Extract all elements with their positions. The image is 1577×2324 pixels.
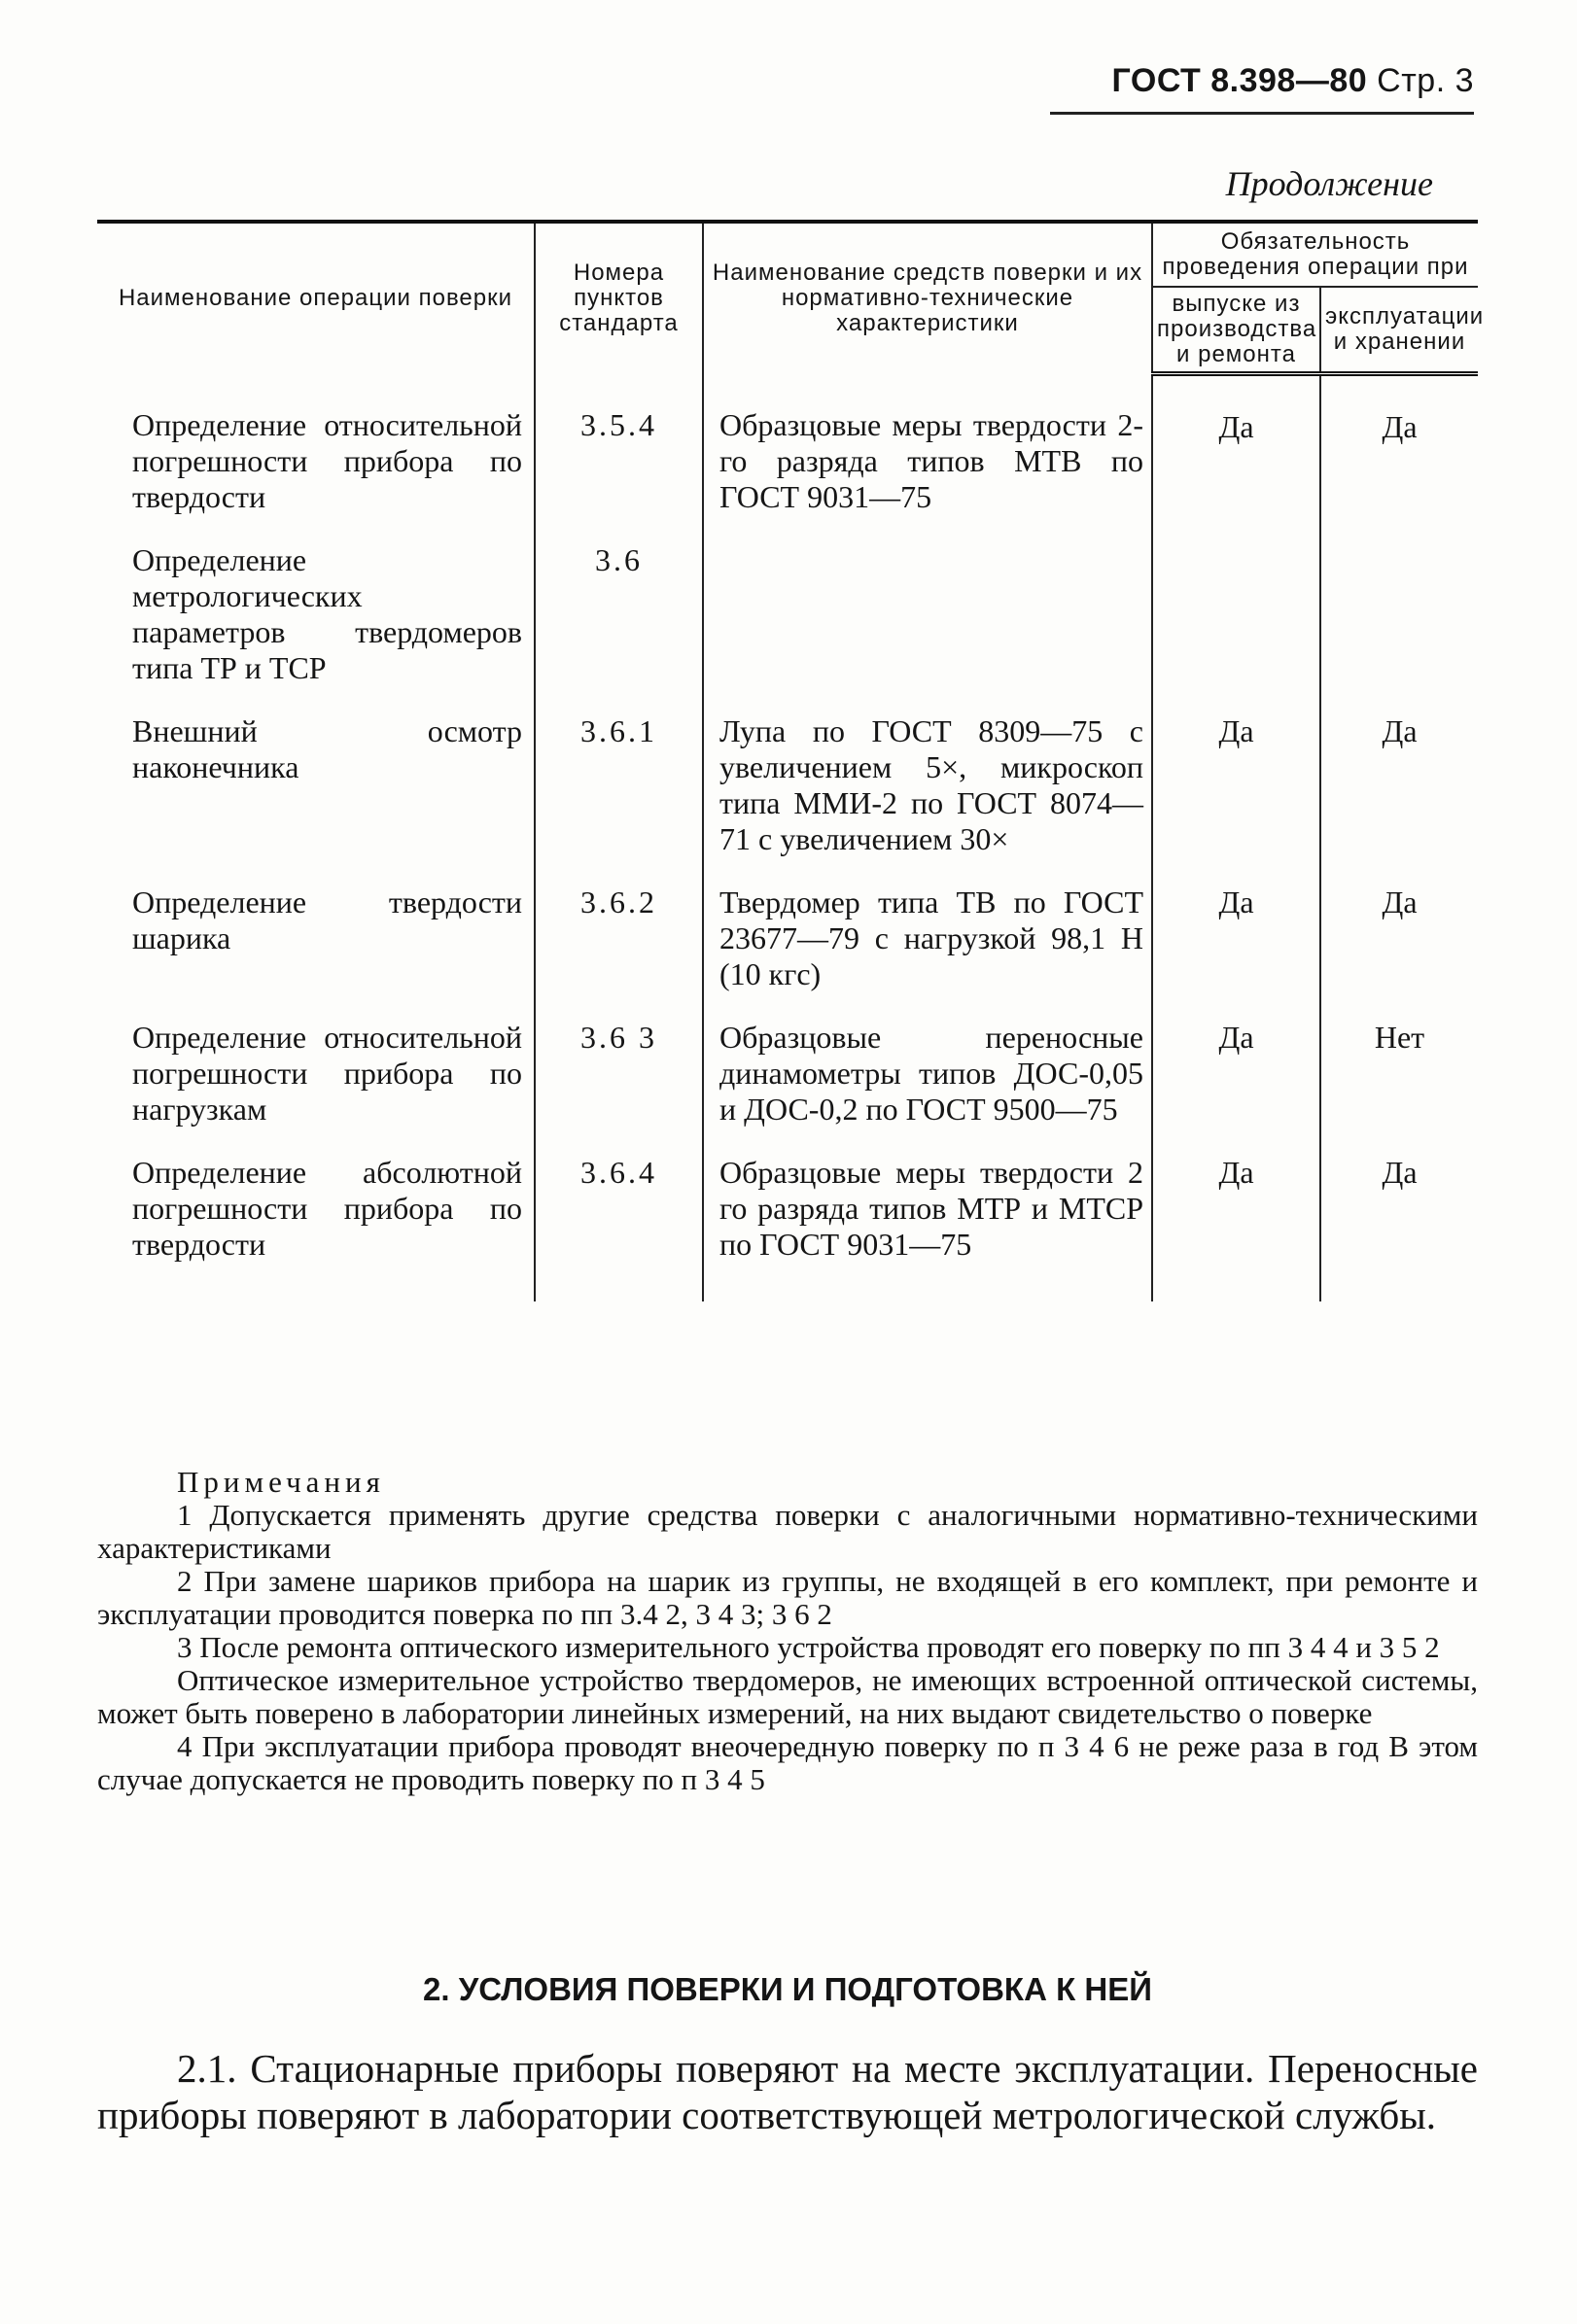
verification-operations-table (97, 220, 1485, 1301)
continuation-label: Продолжение (1225, 164, 1433, 203)
header-means: Наименование средств поверки и их нормативно-технические характеристики (703, 222, 1152, 374)
operation-name: Определение метрологических параметров твердомеров типа ТР и ТСР (132, 541, 522, 685)
table-row (97, 1141, 1478, 1301)
page-header (1112, 62, 1474, 100)
operation-mark: Нет (1320, 1006, 1478, 1141)
notes-block (97, 1466, 1478, 1796)
verification-means: Образцовые меры твердости 2-го разряда типов МТВ по ГОСТ 9031—75 (703, 374, 1152, 529)
operation-name: Определение абсолютной погрешности прибора по твердости (132, 1154, 522, 1262)
operation-mark: Да (1320, 1141, 1478, 1301)
operation-name: Определение относительной погрешности прибора по твердости (132, 406, 522, 514)
table-row (97, 700, 1478, 871)
page-number: Стр. 3 (1377, 62, 1474, 99)
release-mark (1152, 529, 1320, 700)
operation-name: Внешний осмотр наконечника (132, 712, 522, 784)
release-mark: Да (1152, 1006, 1320, 1141)
table-header-row (97, 222, 1478, 287)
verification-means: Лупа по ГОСТ 8309—75 с увеличением 5×, микроскоп типа ММИ-2 по ГОСТ 8074—71 с увеличением 30× (703, 700, 1152, 871)
verification-means: Образцовые переносные динамометры типов ДОС-0,05 и ДОС-0,2 по ГОСТ 9500—75 (703, 1006, 1152, 1141)
header-mandatory-group: Обязательность проведения операции при (1152, 222, 1478, 287)
note-item: 4 При эксплуатации прибора проводят внеочередную поверку по п 3 4 6 не реже раза в год В этом случае допускается не проводить поверку по п 3 4 5 (97, 1729, 1478, 1796)
note-item: 2 При замене шариков прибора на шарик из группы, не входящей в его комплект, при ремонте и эксплуатации проводится поверка по пп 3.4 2, 3 4 3; 3 6 2 (97, 1564, 1478, 1631)
clause-number: 3.6.2 (535, 871, 703, 1006)
release-mark: Да (1152, 374, 1320, 529)
clause-number: 3.6.1 (535, 700, 703, 871)
section-paragraph: 2.1. Стационарные приборы поверяют на месте эксплуатации. Переносные приборы поверяют в лаборатории соответствующей метрологической службы. (97, 2046, 1478, 2137)
release-mark: Да (1152, 871, 1320, 1006)
verification-means (703, 529, 1152, 700)
operation-mark: Да (1320, 871, 1478, 1006)
release-mark: Да (1152, 1141, 1320, 1301)
header-rule (1050, 112, 1474, 115)
note-item: 3 После ремонта оптического измерительного устройства проводят его поверку по пп 3 4 4 и 3 5 2 (177, 1630, 1440, 1664)
header-operation: эксплуатации и хранении (1320, 287, 1478, 374)
header-operation-name: Наименование операции поверки (97, 222, 535, 374)
operation-name: Определение относительной погрешности прибора по нагрузкам (132, 1019, 522, 1127)
verification-means: Твердомер типа ТВ по ГОСТ 23677—79 с нагрузкой 98,1 Н (10 кгс) (703, 871, 1152, 1006)
operation-mark: Да (1320, 374, 1478, 529)
operation-name: Определение твердости шарика (132, 884, 522, 955)
notes-title: Примечания (177, 1465, 385, 1499)
table-row (97, 1006, 1478, 1141)
operation-mark: Да (1320, 700, 1478, 871)
table-row (97, 529, 1478, 700)
table-row (97, 871, 1478, 1006)
table-row (97, 374, 1478, 529)
section-title: 2. УСЛОВИЯ ПОВЕРКИ И ПОДГОТОВКА К НЕЙ (423, 1971, 1152, 2007)
header-release: выпуске из производства и ремонта (1152, 287, 1320, 374)
release-mark: Да (1152, 700, 1320, 871)
standard-number: ГОСТ 8.398—80 (1111, 62, 1368, 99)
note-item: 1 Допускается применять другие средства поверки с аналогичными нормативно-техническими характеристиками (97, 1498, 1478, 1565)
clause-number: 3.6.4 (535, 1141, 703, 1301)
operation-mark (1320, 529, 1478, 700)
clause-number: 3.6 3 (535, 1006, 703, 1141)
verification-means: Образцовые меры твердости 2 го разряда типов МТР и МТСР по ГОСТ 9031—75 (703, 1141, 1152, 1301)
header-clause-numbers: Номера пунктов стандарта (535, 222, 703, 374)
note-item: Оптическое измерительное устройство твердомеров, не имеющих встроенной оптической системы, может быть поверено в лаборатории линейных измерений, на них выдают свидетельство о поверке (97, 1663, 1478, 1730)
clause-number: 3.5.4 (535, 374, 703, 529)
clause-number: 3.6 (535, 529, 703, 700)
